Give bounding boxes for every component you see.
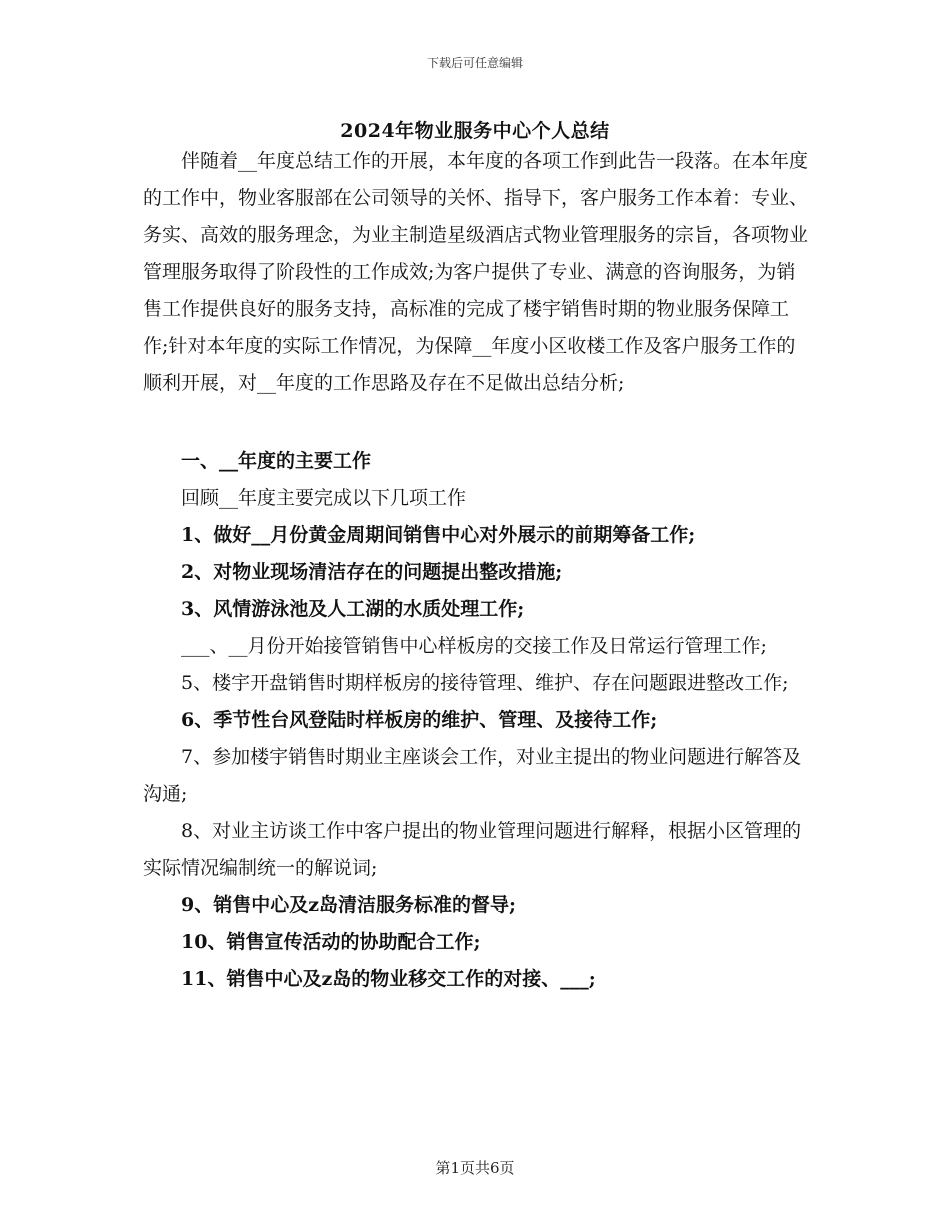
intro-paragraph: 伴随着__年度总结工作的开展，本年度的各项工作到此告一段落。在本年度的工作中，物业客服部在公司领导的关怀、指导下，客户服务工作本着：专业、务实、高效的服务理念，为业主制造星级酒店式物业管理服务的宗旨，各项物业管理服务取得了阶段性的工作成效;为客户提供了专业、满意的咨询服务，为销售工作提供良好的服务支持，高标准的完成了楼宇销售时期的物业服务保障工作;针对本年度的实际工作情况，为保障__年度小区收楼工作及客户服务工作的顺利开展，对__年度的工作思路及存在不足做出总结分析; — [143, 150, 809, 394]
list-item: 3、风情游泳池及人工湖的水质处理工作; — [181, 598, 525, 620]
list-item: 10、销售宣传活动的协助配合工作; — [181, 931, 481, 953]
list-item: 9、销售中心及z岛清洁服务标准的督导; — [181, 894, 517, 916]
page-number: 第1页共6页 — [435, 1159, 515, 1177]
review-line: 回顾__年度主要完成以下几项工作 — [181, 487, 467, 509]
list-item: 8、对业主访谈工作中客户提出的物业管理问题进行解释，根据小区管理的实际情况编制统一的解说词; — [143, 820, 802, 879]
list-item: 11、销售中心及z岛的物业移交工作的对接、___; — [181, 968, 596, 990]
header-note: 下载后可任意编辑 — [426, 56, 523, 70]
section-heading: 一、__年度的主要工作 — [181, 450, 372, 472]
intro-block — [143, 143, 811, 402]
main-work-section — [143, 443, 811, 998]
document-title: 2024年物业服务中心个人总结 — [340, 120, 610, 142]
list-item: 1、做好__月份黄金周期间销售中心对外展示的前期筹备工作; — [181, 524, 696, 546]
list-item: 2、对物业现场清洁存在的问题提出整改措施; — [181, 561, 563, 583]
list-item: 6、季节性台风登陆时样板房的维护、管理、及接待工作; — [181, 709, 658, 731]
list-item: 5、楼宇开盘销售时期样板房的接待管理、维护、存在问题跟进整改工作; — [181, 672, 789, 694]
list-item: 7、参加楼宇销售时期业主座谈会工作，对业主提出的物业问题进行解答及沟通; — [143, 746, 802, 805]
list-item: ___、__月份开始接管销售中心样板房的交接工作及日常运行管理工作; — [181, 635, 767, 657]
